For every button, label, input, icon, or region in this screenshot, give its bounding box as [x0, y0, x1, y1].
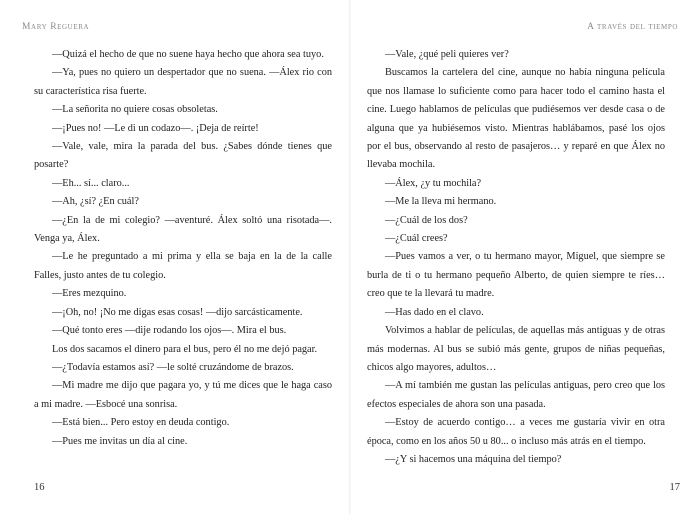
paragraph: —Eh... sí... claro...	[52, 177, 130, 189]
paragraph: —Me la lleva mi hermano.	[385, 196, 497, 208]
paragraph: —Pues me invitas un día al cine.	[52, 435, 188, 447]
running-head-author: Mary Reguera	[22, 22, 90, 32]
paragraph: —A mí también me gustan las películas antiguas, pero creo que los efectos especiales de ahora son una pasada.	[367, 380, 665, 410]
paragraph: —La señorita no quiere cosas obsoletas.	[52, 104, 218, 116]
right-page-text	[367, 46, 665, 469]
paragraph: —¿En la de mi colegio? —aventuré. Álex soltó una risotada—. Venga ya, Álex.	[34, 214, 332, 245]
paragraph: —¡Oh, no! ¡No me digas esas cosas! —dijo sarcásticamente.	[52, 306, 303, 318]
paragraph: —Vale, ¿qué peli quieres ver?	[385, 49, 509, 60]
paragraph: Buscamos la cartelera del cine, aunque no había ninguna película que nos llamase lo suficiente como para hacer todo el camino hasta el cine. Luego hablamos de películas que pudiésemos ver desde casa o de alguna que ya hubiésemos visto. Mientras hablábamos, pasé los ojos por el bus, observando al resto de pasajeros… y reparé en que Álex no llevaba mochila.	[367, 67, 665, 171]
paragraph: —¡Pues no! —Le di un codazo—. ¡Deja de reírte!	[52, 122, 259, 134]
left-page-text	[34, 46, 332, 451]
paragraph: —Estoy de acuerdo contigo… a veces me gustaría vivir en otra época, como en los años 50 u 80... o incluso más atrás en el tiempo.	[367, 417, 665, 447]
paragraph: —Está bien... Pero estoy en deuda contigo.	[52, 417, 230, 429]
paragraph: —Mi madre me dijo que pagara yo, y tú me dices que le haga caso a mi madre. —Esbocé una sonrisa.	[34, 380, 332, 410]
paragraph: —Ya, pues no quiero un despertador que no suena. —Álex rio con su característica risa fuerte.	[34, 67, 332, 97]
paragraph: —¿Cuál crees?	[385, 233, 448, 245]
paragraph: —Quizá el hecho de que no suene haya hecho que ahora sea tuyo.	[52, 49, 324, 60]
paragraph: Volvimos a hablar de películas, de aquellas más antiguas y de otras más modernas. Al bus se subió más gente, grupos de niñas pequeñas, chicos algo mayores, adultos…	[367, 325, 665, 373]
paragraph: —Vale, vale, mira la parada del bus. ¿Sabes dónde tienes que posarte?	[34, 141, 332, 171]
paragraph: —¿Todavía estamos así? —le solté cruzándome de brazos.	[52, 361, 294, 373]
running-head-title: A través del tiempo	[587, 22, 678, 32]
paragraph: —¿Y si hacemos una máquina del tiempo?	[385, 453, 562, 465]
paragraph: —Le he preguntado a mi prima y ella se baja en la de la calle Falles, justo antes de tu colegio.	[34, 251, 332, 281]
paragraph: —¿Cuál de los dos?	[385, 214, 468, 226]
paragraph: —Has dado en el clavo.	[385, 306, 484, 318]
paragraph: —Eres mezquino.	[52, 288, 127, 300]
paragraph: —Qué tonto eres —dije rodando los ojos—. Mira el bus.	[52, 325, 287, 337]
paragraph: —Álex, ¿y tu mochila?	[385, 177, 482, 189]
paragraph: Los dos sacamos el dinero para el bus, pero él no me dejó pagar.	[52, 343, 318, 355]
right-page	[350, 0, 700, 514]
page-number-right: 17	[669, 482, 680, 493]
paragraph: —Pues vamos a ver, o tu hermano mayor, Miguel, que siempre se burla de ti o tu hermano pequeño Alberto, de quien siempre te ríes… creo que te la llevará tu madre.	[367, 251, 665, 300]
page-number-left: 16	[34, 482, 45, 493]
paragraph: —Ah, ¿sí? ¿En cuál?	[52, 196, 139, 208]
